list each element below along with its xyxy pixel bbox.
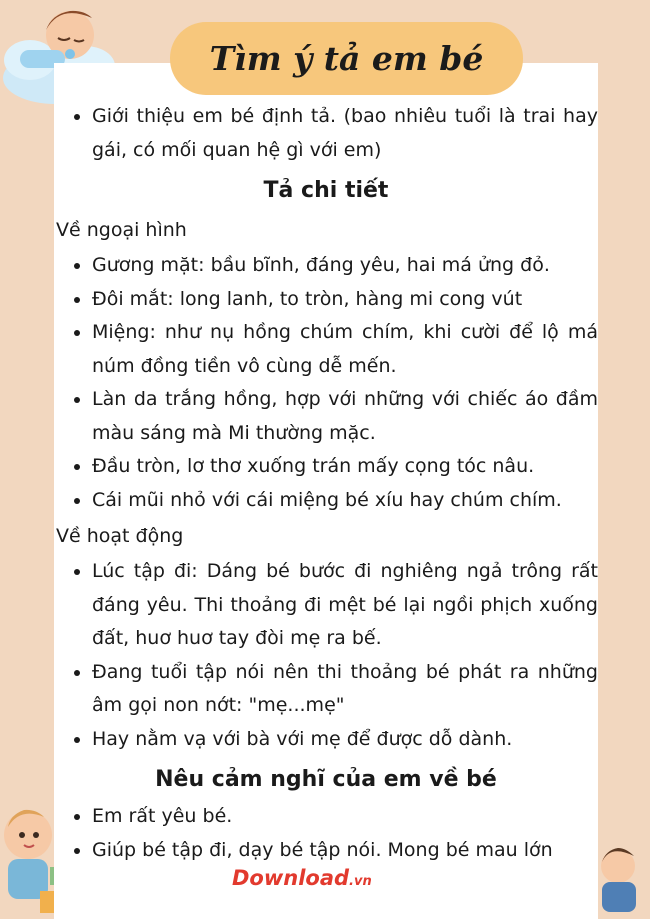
list-item: • Đầu tròn, lơ thơ xuống trán mấy cọng tóc nâu. [92, 450, 598, 484]
list-item: • Đôi mắt: long lanh, to tròn, hàng mi cong vút [92, 283, 598, 317]
list-item: • Lúc tập đi: Dáng bé bước đi nghiêng ngả trông rất đáng yêu. Thi thoảng đi mệt bé lại ngồi phịch xuống đất, huơ huơ tay đòi mẹ ra bế. [92, 555, 598, 656]
activity-label: Về hoạt động [56, 525, 184, 547]
activity-list [54, 555, 598, 756]
appearance-list [54, 249, 598, 517]
intro-item: • Giới thiệu em bé định tả. (bao nhiêu tuổi là trai hay gái, có mối quan hệ gì với em) [92, 100, 598, 167]
list-item: • Hay nằm vạ với bà với mẹ để được dỗ dành. [92, 723, 598, 757]
list-item: • Miệng: như nụ hồng chúm chím, khi cười để lộ má núm đồng tiền vô cùng dễ mến. [92, 316, 598, 383]
list-item: • Gương mặt: bầu bĩnh, đáng yêu, hai má ửng đỏ. [92, 249, 598, 283]
download-vn-logo[interactable] [232, 866, 372, 890]
outline-content [54, 100, 598, 867]
logo-main: Download [232, 866, 350, 890]
logo-suffix: .vn [349, 874, 372, 889]
page-title: Tìm ý tả em bé [170, 22, 523, 95]
list-item: • Giúp bé tập đi, dạy bé tập nói. Mong bé mau lớn [92, 834, 598, 868]
list-item: • Em rất yêu bé. [92, 800, 598, 834]
list-item: • Đang tuổi tập nói nên thi thoảng bé phát ra những âm gọi non nớt: "mẹ...mẹ" [92, 656, 598, 723]
feelings-list [54, 800, 598, 867]
list-item: • Cái mũi nhỏ với cái miệng bé xíu hay chúm chím. [92, 484, 598, 518]
intro-list [54, 100, 598, 167]
feelings-heading: Nêu cảm nghĩ của em về bé [155, 767, 497, 792]
appearance-label: Về ngoại hình [56, 219, 187, 241]
detail-heading: Tả chi tiết [263, 178, 389, 203]
list-item: • Làn da trắng hồng, hợp với những với chiếc áo đầm màu sáng mà Mi thường mặc. [92, 383, 598, 450]
